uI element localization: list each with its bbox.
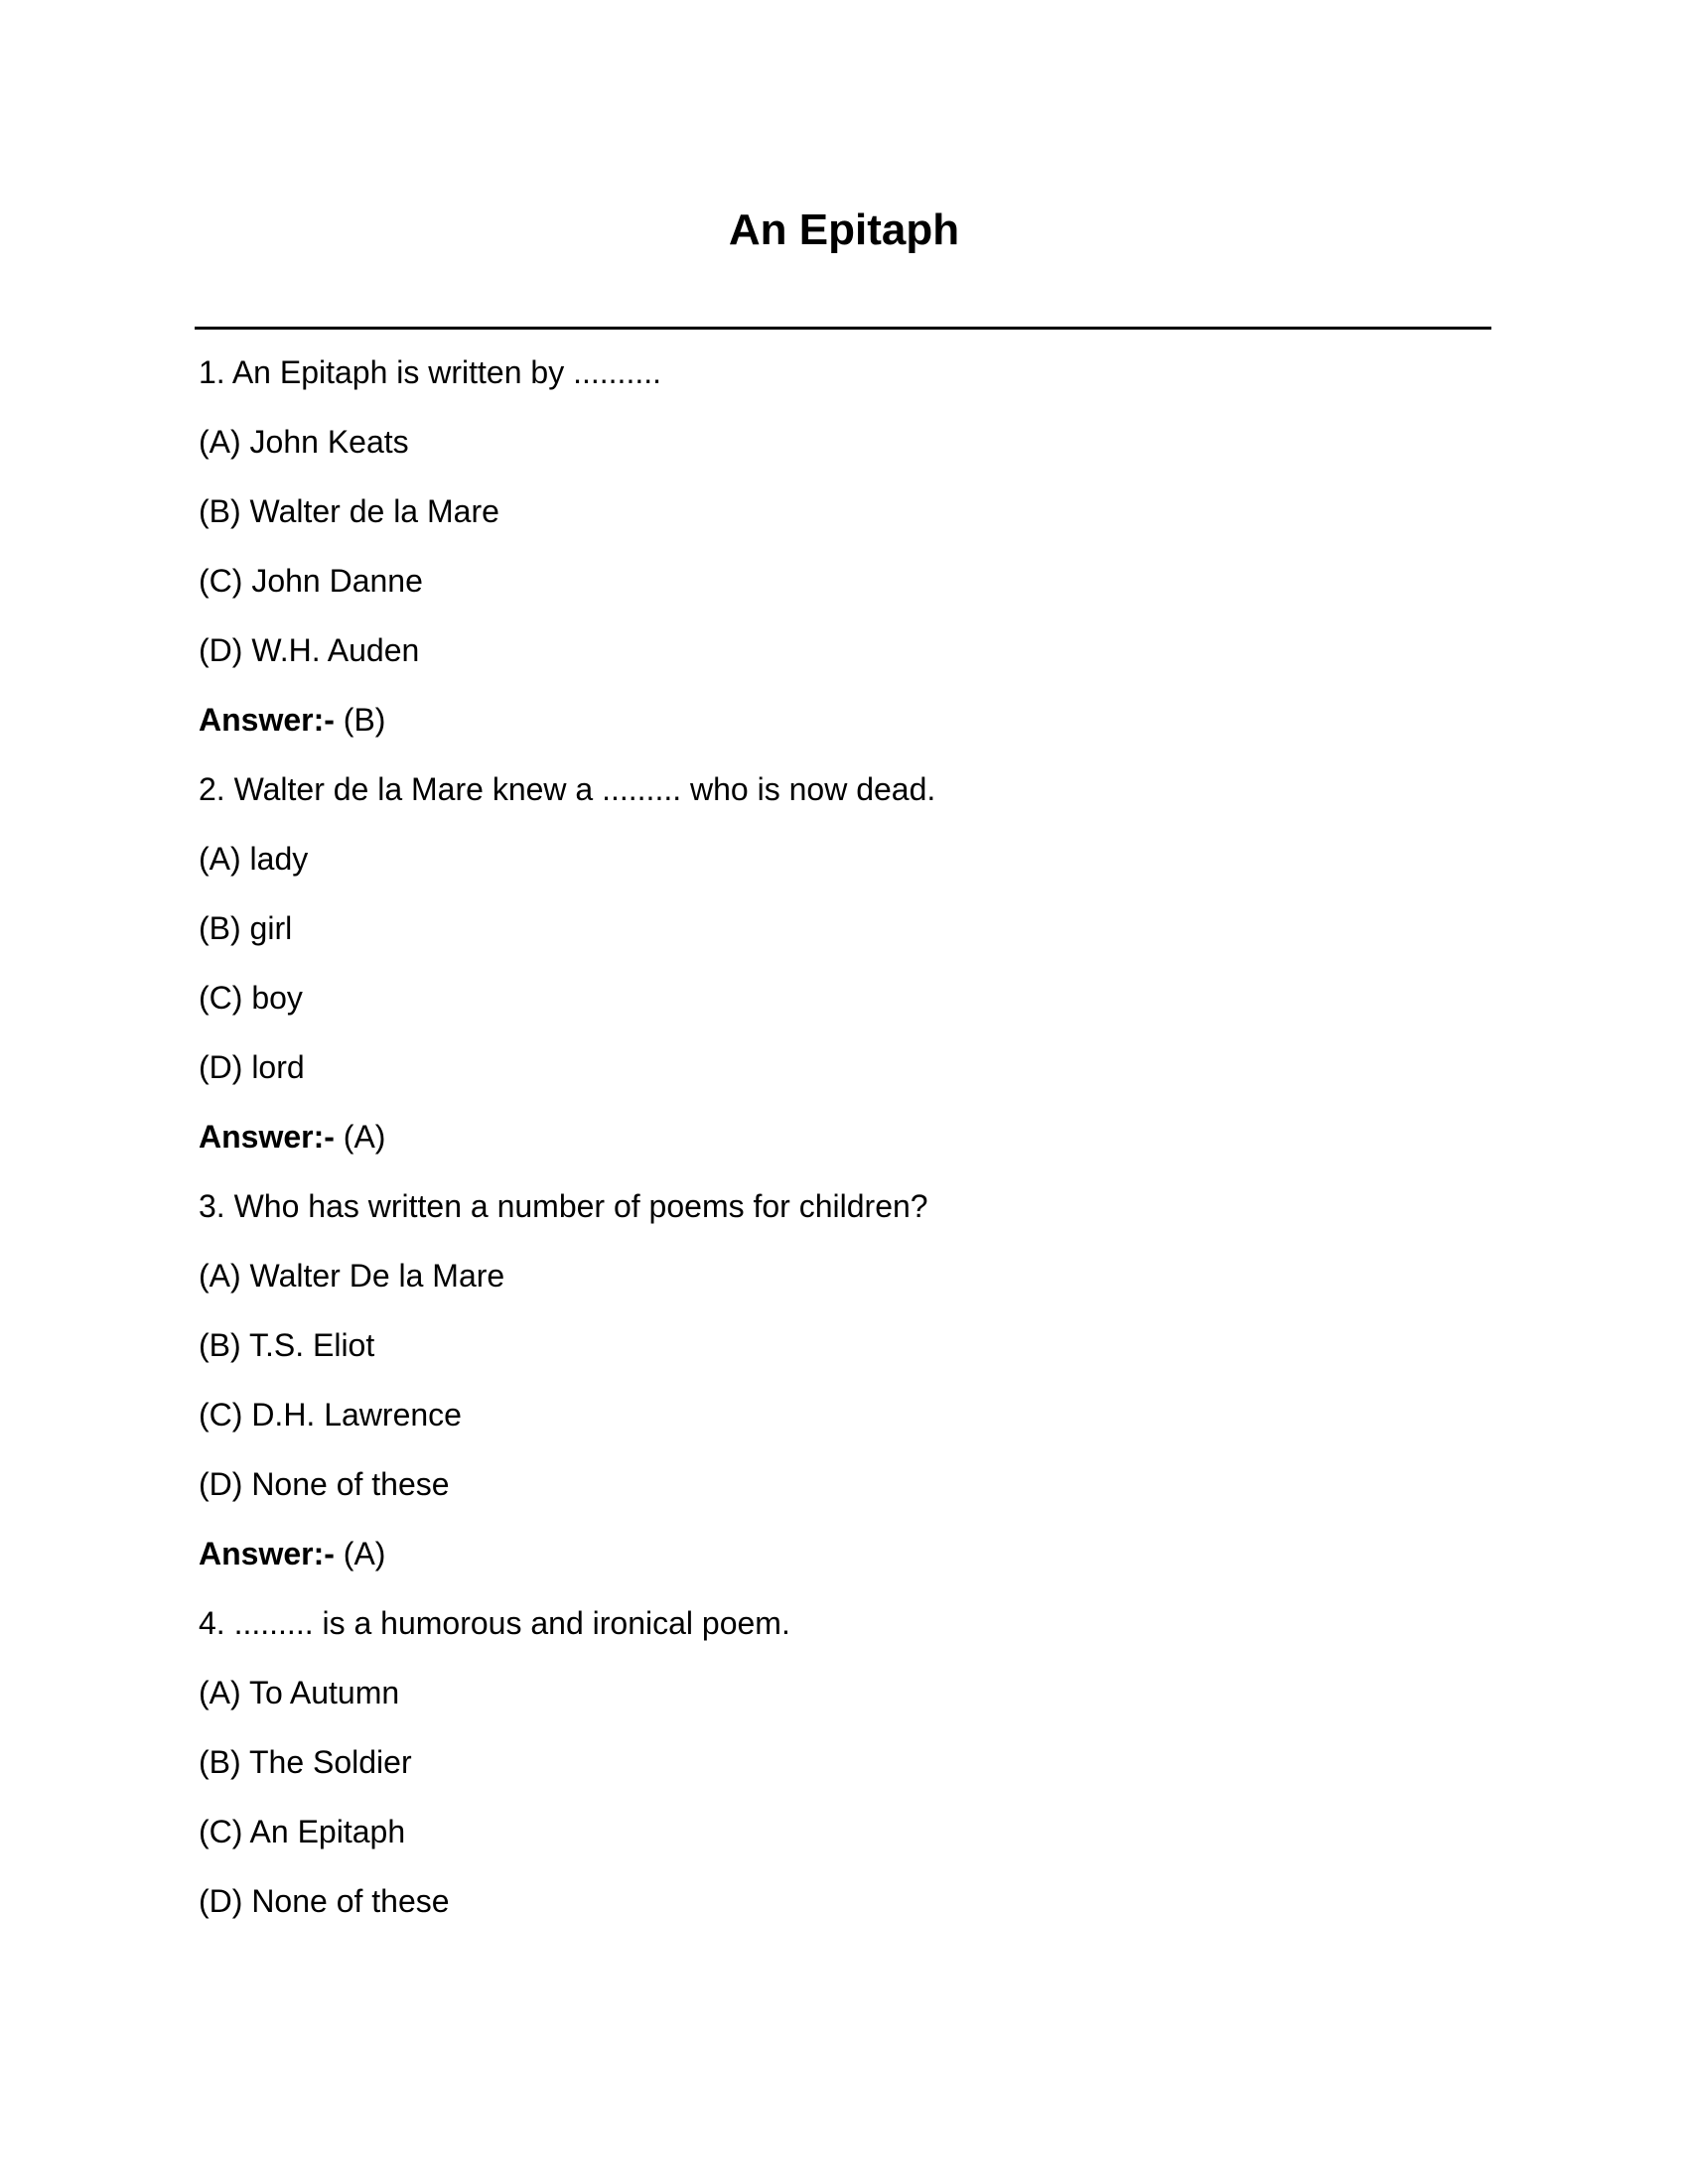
answer-label: Answer:- [199,702,335,738]
option-c: (C) John Danne [199,563,423,599]
option-b: (B) Walter de la Mare [199,493,499,529]
option-a: (A) Walter De la Mare [199,1258,505,1294]
option-a: (A) John Keats [199,424,409,460]
question-text: 1. An Epitaph is written by .......... [199,354,661,390]
option-d: (D) W.H. Auden [199,632,420,668]
answer-line [199,1534,1489,1573]
option-d: (D) None of these [199,1466,450,1502]
answer-label: Answer:- [199,1536,335,1571]
option-d: (D) lord [199,1049,305,1085]
option-c: (C) D.H. Lawrence [199,1397,462,1433]
option-c: (C) An Epitaph [199,1814,406,1849]
option-d: (D) None of these [199,1883,450,1919]
question-text: 4. ......... is a humorous and ironical poem. [199,1605,790,1641]
page-title: An Epitaph [728,205,960,254]
answer-value: (A) [334,1119,386,1155]
question-text: 2. Walter de la Mare knew a ......... who is now dead. [199,771,936,807]
answer-value: (B) [334,702,386,738]
answer-line [199,1117,1489,1157]
quiz-content [199,352,1489,1951]
answer-line [199,700,1489,740]
option-a: (A) lady [199,841,309,877]
option-b: (B) T.S. Eliot [199,1327,375,1363]
answer-label: Answer:- [199,1119,335,1155]
option-b: (B) The Soldier [199,1744,412,1780]
option-b: (B) girl [199,910,293,946]
question-text: 3. Who has written a number of poems for children? [199,1188,928,1224]
option-a: (A) To Autumn [199,1675,400,1710]
title-divider [195,327,1491,330]
answer-value: (A) [334,1536,386,1571]
option-c: (C) boy [199,980,303,1016]
